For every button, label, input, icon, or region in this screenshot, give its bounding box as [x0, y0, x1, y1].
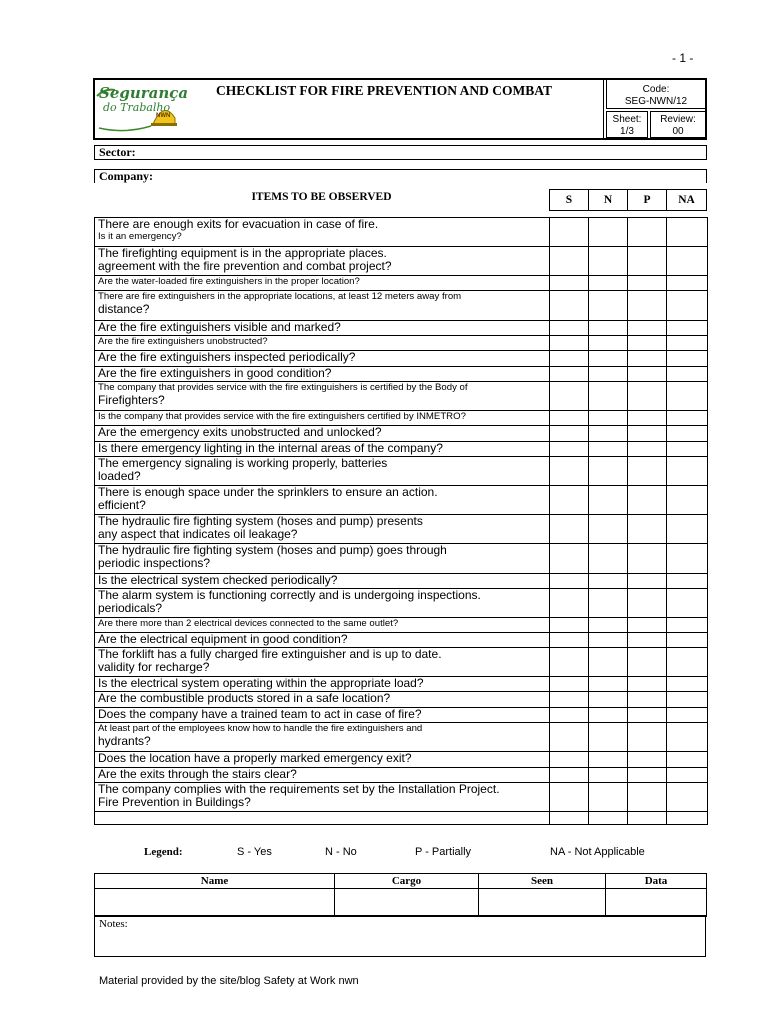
- checklist-item-line: The hydraulic fire fighting system (hoses and pump) presents: [98, 514, 423, 528]
- checkbox-n[interactable]: [589, 442, 628, 457]
- code-value: SEG-NWN/12: [624, 96, 688, 107]
- checklist-item-line: There is enough space under the sprinklers to ensure an action.: [98, 485, 438, 499]
- checklist-row: [95, 291, 708, 321]
- checkbox-na[interactable]: [667, 677, 708, 692]
- checklist-item-line: The hydraulic fire fighting system (hoses and pump) goes through: [98, 543, 447, 557]
- checklist-item-line: There are enough exits for evacuation in case of fire.: [98, 217, 379, 231]
- checkbox-p[interactable]: [628, 618, 667, 633]
- checkbox-na[interactable]: [667, 574, 708, 589]
- checklist-item-line: The company complies with the requirements set by the Installation Project.: [98, 782, 500, 796]
- column-header-n: N: [588, 189, 628, 211]
- checklist-item-line: Is the electrical system operating within the appropriate load?: [98, 676, 424, 690]
- checkbox-p[interactable]: [628, 457, 667, 486]
- checkbox-na[interactable]: [667, 411, 708, 426]
- checklist-item-text: [95, 336, 550, 351]
- checkbox-p[interactable]: [628, 692, 667, 708]
- checkbox-n[interactable]: [589, 692, 628, 708]
- checkbox-s[interactable]: [550, 752, 589, 768]
- checkbox-p[interactable]: [628, 247, 667, 276]
- checkbox-na[interactable]: [667, 218, 708, 247]
- checklist-item-line: Does the location have a properly marked emergency exit?: [98, 751, 412, 765]
- checklist-item-line: Are the exits through the stairs clear?: [98, 767, 297, 781]
- checkbox-na[interactable]: [667, 291, 708, 321]
- company-label: Company:: [99, 169, 154, 183]
- checkbox-p[interactable]: [628, 515, 667, 544]
- checkbox-s[interactable]: [550, 426, 589, 442]
- checklist-row: [95, 367, 708, 382]
- checklist-item-line: Are there more than 2 electrical devices connected to the same outlet?: [98, 618, 399, 629]
- checkbox-n[interactable]: [589, 515, 628, 544]
- checklist-item-text: [95, 783, 550, 812]
- notes-field[interactable]: [94, 915, 706, 957]
- checkbox-p[interactable]: [628, 336, 667, 351]
- checklist-item-text: [95, 321, 550, 336]
- cargo-cell[interactable]: [335, 889, 479, 917]
- checkbox-s[interactable]: [550, 723, 589, 752]
- checklist-item-line: loaded?: [98, 469, 141, 483]
- checklist-row: [95, 321, 708, 336]
- checkbox-n[interactable]: [589, 812, 628, 825]
- checklist-item-line: Is the electrical system checked periodically?: [98, 573, 338, 587]
- checkbox-na[interactable]: [667, 515, 708, 544]
- checkbox-n[interactable]: [589, 633, 628, 648]
- checkbox-na[interactable]: [667, 336, 708, 351]
- checklist-item-line: Fire Prevention in Buildings?: [98, 795, 251, 809]
- checklist-item-text: [95, 544, 550, 574]
- checkbox-s[interactable]: [550, 486, 589, 515]
- checkbox-na[interactable]: [667, 633, 708, 648]
- checkbox-s[interactable]: [550, 618, 589, 633]
- checkbox-s[interactable]: [550, 589, 589, 618]
- checklist-item-line: Are the water-loaded fire extinguishers in the proper location?: [98, 276, 360, 287]
- checklist-row: [95, 752, 708, 768]
- checklist-item-line: The alarm system is functioning correctly and is undergoing inspections.: [98, 588, 481, 602]
- checklist-item-line: agreement with the fire prevention and combat project?: [98, 259, 392, 273]
- checkbox-s[interactable]: [550, 692, 589, 708]
- sheet-cell: [606, 111, 648, 138]
- checklist-item-text: [95, 648, 550, 677]
- checklist-item-line: Are the emergency exits unobstructed and unlocked?: [98, 425, 382, 439]
- legend-n: N - No: [325, 846, 357, 858]
- seen-header: Seen: [479, 874, 606, 889]
- checkbox-p[interactable]: [628, 321, 667, 336]
- checkbox-n[interactable]: [589, 723, 628, 752]
- data-cell[interactable]: [606, 889, 707, 917]
- checkbox-na[interactable]: [667, 812, 708, 825]
- checkbox-s[interactable]: [550, 336, 589, 351]
- checkbox-p[interactable]: [628, 589, 667, 618]
- checkbox-p[interactable]: [628, 291, 667, 321]
- logo-badge: NWN: [156, 113, 171, 119]
- checkbox-p[interactable]: [628, 367, 667, 382]
- checkbox-na[interactable]: [667, 486, 708, 515]
- checklist-item-text: [95, 351, 550, 367]
- checkbox-s[interactable]: [550, 544, 589, 574]
- logo-text-line2: do Trabalho: [103, 101, 171, 114]
- checkbox-n[interactable]: [589, 321, 628, 336]
- checklist-row: [95, 336, 708, 351]
- checklist-item-text: [95, 618, 550, 633]
- checkbox-na[interactable]: [667, 544, 708, 574]
- checkbox-n[interactable]: [589, 218, 628, 247]
- checkbox-n[interactable]: [589, 648, 628, 677]
- checklist-row: [95, 218, 708, 247]
- checklist-item-line: Is the company that provides service with the fire extinguishers certified by INMETRO?: [98, 411, 466, 422]
- checkbox-n[interactable]: [589, 411, 628, 426]
- checklist-item-line: Is there emergency lighting in the internal areas of the company?: [98, 441, 443, 455]
- checkbox-na[interactable]: [667, 321, 708, 336]
- checkbox-p[interactable]: [628, 783, 667, 812]
- name-header: Name: [95, 874, 335, 889]
- checkbox-s[interactable]: [550, 768, 589, 783]
- checkbox-na[interactable]: [667, 247, 708, 276]
- checkbox-s[interactable]: [550, 382, 589, 411]
- checklist-item-line: The firefighting equipment is in the appropriate places.: [98, 246, 387, 260]
- checklist-item-text: [95, 723, 550, 752]
- checklist-row: [95, 382, 708, 411]
- checklist-row: [95, 633, 708, 648]
- checklist-item-line: Firefighters?: [98, 393, 165, 407]
- checkbox-na[interactable]: [667, 442, 708, 457]
- checkbox-s[interactable]: [550, 708, 589, 723]
- checklist-item-line: any aspect that indicates oil leakage?: [98, 527, 298, 541]
- checkbox-n[interactable]: [589, 752, 628, 768]
- checklist-row: [95, 692, 708, 708]
- checkbox-s[interactable]: [550, 247, 589, 276]
- checklist-item-text: [95, 768, 550, 783]
- checkbox-n[interactable]: [589, 574, 628, 589]
- checklist-item-text: [95, 677, 550, 692]
- legend-p: P - Partially: [415, 846, 472, 858]
- checkbox-n[interactable]: [589, 677, 628, 692]
- document-title: CHECKLIST FOR FIRE PREVENTION AND COMBAT: [216, 83, 552, 98]
- checklist-row: [95, 411, 708, 426]
- items-header-title: ITEMS TO BE OBSERVED: [251, 191, 392, 203]
- sector-field[interactable]: [94, 145, 707, 160]
- checkbox-n[interactable]: [589, 783, 628, 812]
- review-cell: [650, 111, 706, 138]
- checkbox-p[interactable]: [628, 812, 667, 825]
- footer-text: Material provided by the site/blog Safety at Work nwn: [99, 975, 359, 987]
- checklist-item-line: The company that provides service with the fire extinguishers is certified by the Body of: [98, 382, 468, 393]
- checkbox-n[interactable]: [589, 457, 628, 486]
- checkbox-s[interactable]: [550, 442, 589, 457]
- checkbox-n[interactable]: [589, 618, 628, 633]
- checkbox-p[interactable]: [628, 752, 667, 768]
- column-header-na: NA: [666, 189, 707, 211]
- checklist-row: [95, 486, 708, 515]
- checklist-row: [95, 589, 708, 618]
- checkbox-n[interactable]: [589, 544, 628, 574]
- checklist-row: [95, 426, 708, 442]
- checklist-item-text: [95, 218, 550, 247]
- checkbox-na[interactable]: [667, 783, 708, 812]
- checkbox-p[interactable]: [628, 723, 667, 752]
- checklist-item-text: [95, 382, 550, 411]
- checklist-item-line: validity for recharge?: [98, 660, 210, 674]
- checklist-item-text: [95, 574, 550, 589]
- checkbox-na[interactable]: [667, 457, 708, 486]
- checklist-item-text: [95, 708, 550, 723]
- checkbox-p[interactable]: [628, 426, 667, 442]
- checkbox-s[interactable]: [550, 633, 589, 648]
- checkbox-n[interactable]: [589, 367, 628, 382]
- checklist-item-line: The emergency signaling is working properly, batteries: [98, 456, 388, 470]
- checkbox-s[interactable]: [550, 677, 589, 692]
- checkbox-s[interactable]: [550, 291, 589, 321]
- checklist-row: [95, 276, 708, 291]
- checkbox-n[interactable]: [589, 382, 628, 411]
- checkbox-na[interactable]: [667, 351, 708, 367]
- checklist-item-text: [95, 633, 550, 648]
- checkbox-p[interactable]: [628, 544, 667, 574]
- checkbox-p[interactable]: [628, 486, 667, 515]
- legend-label: Legend:: [144, 846, 183, 858]
- sheet-label: Sheet:: [612, 114, 642, 125]
- checkbox-na[interactable]: [667, 692, 708, 708]
- checklist-row: [95, 648, 708, 677]
- checklist-row: [95, 812, 708, 825]
- checklist-item-text: [95, 411, 550, 426]
- code-block: [603, 78, 707, 140]
- checklist-item-line: periodicals?: [98, 601, 163, 615]
- checklist-row: [95, 618, 708, 633]
- checklist-item-text: [95, 367, 550, 382]
- checklist-row: [95, 442, 708, 457]
- checkbox-p[interactable]: [628, 648, 667, 677]
- checklist-row: [95, 351, 708, 367]
- checklist-row: [95, 247, 708, 276]
- checklist-row: [95, 723, 708, 752]
- checklist-item-line: Are the fire extinguishers inspected periodically?: [98, 350, 356, 364]
- checklist-row: [95, 515, 708, 544]
- checklist-item-line: Are the electrical equipment in good condition?: [98, 632, 348, 646]
- checkbox-s[interactable]: [550, 351, 589, 367]
- checkbox-n[interactable]: [589, 247, 628, 276]
- checklist-row: [95, 768, 708, 783]
- checklist-item-text: [95, 247, 550, 276]
- checklist-item-line: There are fire extinguishers in the appropriate locations, at least 12 meters away from: [98, 291, 462, 302]
- signature-table: [94, 873, 707, 917]
- checklist-row: [95, 574, 708, 589]
- review-label: Review:: [660, 114, 696, 125]
- notes-label: Notes:: [99, 918, 128, 930]
- code-cell: [606, 79, 706, 109]
- legend: [0, 846, 768, 862]
- checklist-item-line: Are the combustible products stored in a safe location?: [98, 691, 391, 705]
- checkbox-n[interactable]: [589, 486, 628, 515]
- checkbox-n[interactable]: [589, 768, 628, 783]
- page-number: - 1 -: [672, 51, 694, 65]
- checklist-item-text: [95, 692, 550, 708]
- checklist-item-line: The forklift has a fully charged fire extinguisher and is up to date.: [98, 647, 442, 661]
- checklist-item-line: At least part of the employees know how to handle the fire extinguishers and: [98, 723, 423, 734]
- cargo-header: Cargo: [335, 874, 479, 889]
- name-cell[interactable]: [95, 889, 335, 917]
- column-header-p: P: [627, 189, 667, 211]
- checkbox-p[interactable]: [628, 382, 667, 411]
- checklist-item-text: [95, 442, 550, 457]
- checkbox-p[interactable]: [628, 411, 667, 426]
- company-field[interactable]: [94, 169, 707, 183]
- checklist-row: [95, 677, 708, 692]
- checkbox-n[interactable]: [589, 291, 628, 321]
- checkbox-n[interactable]: [589, 426, 628, 442]
- checkbox-p[interactable]: [628, 633, 667, 648]
- checklist-item-text: [95, 515, 550, 544]
- checklist-item-text: [95, 812, 550, 825]
- checkbox-na[interactable]: [667, 648, 708, 677]
- checklist-item-line: hydrants?: [98, 734, 151, 748]
- checkbox-na[interactable]: [667, 382, 708, 411]
- checkbox-s[interactable]: [550, 321, 589, 336]
- checkbox-p[interactable]: [628, 677, 667, 692]
- checklist-item-text: [95, 589, 550, 618]
- checkbox-s[interactable]: [550, 367, 589, 382]
- checklist-row: [95, 457, 708, 486]
- checkbox-na[interactable]: [667, 723, 708, 752]
- checklist-item-line: distance?: [98, 302, 150, 316]
- checklist-item-line: Are the fire extinguishers unobstructed?: [98, 336, 268, 347]
- checkbox-n[interactable]: [589, 276, 628, 291]
- data-header: Data: [606, 874, 707, 889]
- sector-label: Sector:: [99, 145, 136, 159]
- checklist-item-text: [95, 752, 550, 768]
- checkbox-n[interactable]: [589, 336, 628, 351]
- legend-na: NA - Not Applicable: [550, 846, 645, 858]
- checkbox-na[interactable]: [667, 367, 708, 382]
- seen-cell[interactable]: [479, 889, 606, 917]
- checkbox-na[interactable]: [667, 276, 708, 291]
- checkbox-s[interactable]: [550, 218, 589, 247]
- checklist-item-text: [95, 426, 550, 442]
- logo: [95, 80, 189, 138]
- checkbox-p[interactable]: [628, 708, 667, 723]
- checklist-item-text: [95, 486, 550, 515]
- checklist-item-text: [95, 276, 550, 291]
- checklist-item-line: periodic inspections?: [98, 556, 211, 570]
- sheet-value: 1/3: [620, 126, 634, 137]
- checklist-item-text: [95, 291, 550, 321]
- checkbox-s[interactable]: [550, 812, 589, 825]
- checkbox-p[interactable]: [628, 442, 667, 457]
- checklist-item-line: Are the fire extinguishers visible and marked?: [98, 320, 341, 334]
- code-label: Code:: [642, 84, 670, 95]
- checkbox-na[interactable]: [667, 768, 708, 783]
- checkbox-na[interactable]: [667, 618, 708, 633]
- checklist-item-text: [95, 457, 550, 486]
- logo-text-line1: Segurança: [99, 84, 189, 102]
- column-header-s: S: [549, 189, 589, 211]
- checkbox-p[interactable]: [628, 574, 667, 589]
- checkbox-s[interactable]: [550, 276, 589, 291]
- checkbox-na[interactable]: [667, 708, 708, 723]
- checklist-item-line: Does the company have a trained team to act in case of fire?: [98, 707, 422, 721]
- checkbox-p[interactable]: [628, 768, 667, 783]
- checkbox-s[interactable]: [550, 515, 589, 544]
- checkbox-p[interactable]: [628, 218, 667, 247]
- checklist-row: [95, 708, 708, 723]
- checklist-table: [94, 217, 708, 825]
- checkbox-n[interactable]: [589, 708, 628, 723]
- checkbox-p[interactable]: [628, 351, 667, 367]
- review-value: 00: [672, 126, 684, 137]
- checklist-item-line: Are the fire extinguishers in good condition?: [98, 366, 332, 380]
- checkbox-p[interactable]: [628, 276, 667, 291]
- checklist-row: [95, 783, 708, 812]
- checkbox-s[interactable]: [550, 648, 589, 677]
- checklist-row: [95, 544, 708, 574]
- checkbox-na[interactable]: [667, 589, 708, 618]
- checkbox-s[interactable]: [550, 411, 589, 426]
- checkbox-s[interactable]: [550, 457, 589, 486]
- checklist-item-line: Is it an emergency?: [98, 231, 182, 242]
- checkbox-n[interactable]: [589, 351, 628, 367]
- checkbox-na[interactable]: [667, 752, 708, 768]
- checkbox-s[interactable]: [550, 574, 589, 589]
- checklist-item-line: efficient?: [98, 498, 146, 512]
- checkbox-na[interactable]: [667, 426, 708, 442]
- checkbox-n[interactable]: [589, 589, 628, 618]
- legend-s: S - Yes: [237, 846, 272, 858]
- checkbox-s[interactable]: [550, 783, 589, 812]
